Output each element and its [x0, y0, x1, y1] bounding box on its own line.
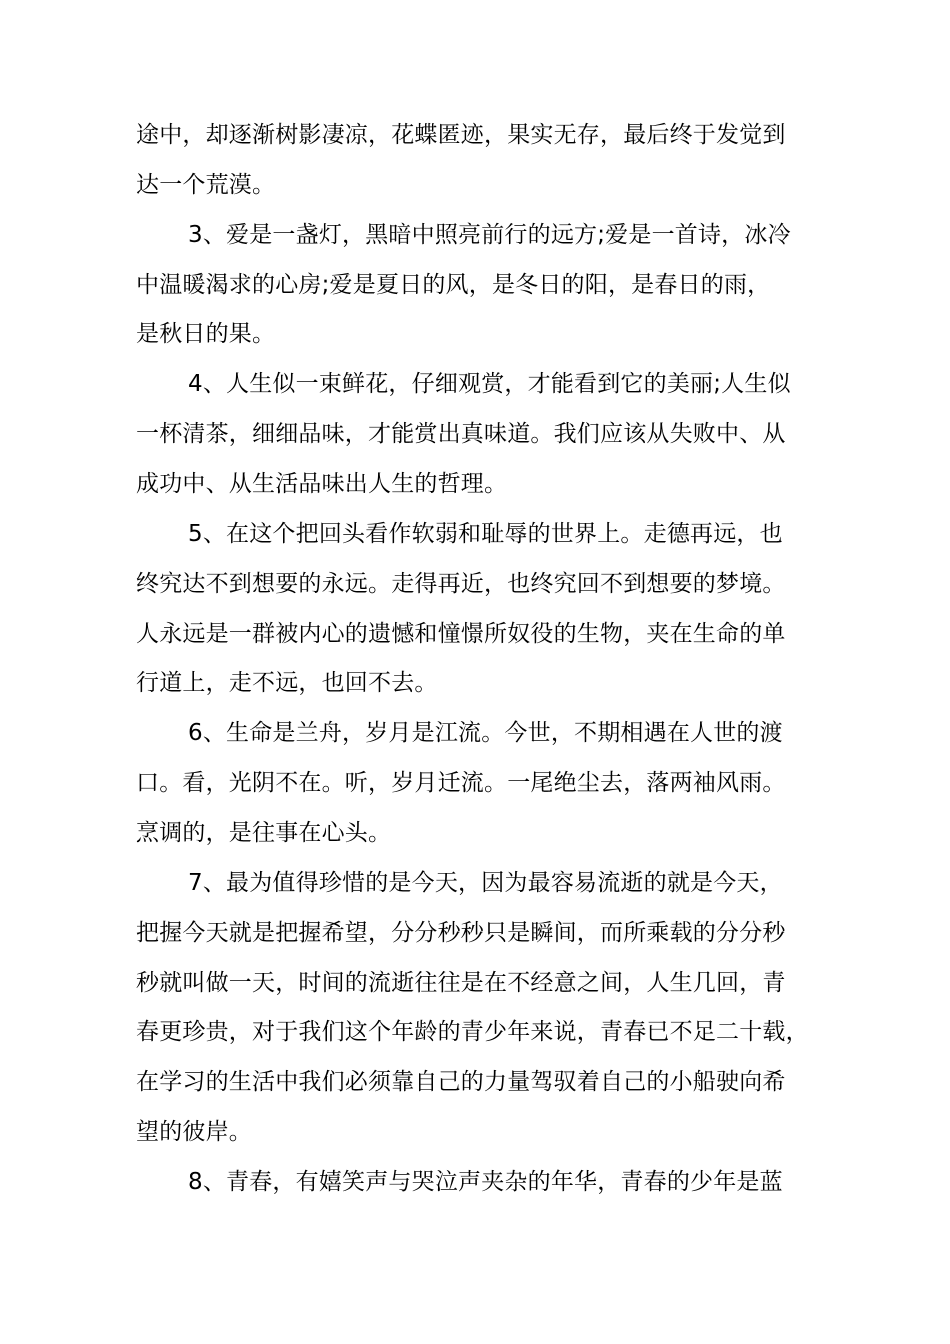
- text-line: 望的彼岸。: [136, 1119, 252, 1145]
- text-line: 成功中、从生活品味出人生的哲理。: [136, 471, 508, 497]
- text-line: 在学习的生活中我们必须靠自己的力量驾驭着自己的小船驶向希: [136, 1069, 786, 1095]
- text-line: 烹调的，是往事在心头。: [136, 820, 392, 846]
- text-line: 口。看，光阴不在。听，岁月迁流。一尾绝尘去，落两袖风雨。: [136, 770, 786, 796]
- text-line: 秒就叫做一天，时间的流逝往往是在不经意之间，人生几回，青: [136, 970, 786, 996]
- text-line: 把握今天就是把握希望，分分秒秒只是瞬间，而所乘载的分分秒: [136, 920, 786, 946]
- paragraph-7-start: 7、最为值得珍惜的是今天，因为最容易流逝的就是今天，: [188, 870, 783, 896]
- text-line: 是秋日的果。: [136, 321, 276, 347]
- text-line: 一杯清茶，细细品味，才能赏出真味道。我们应该从失败中、从: [136, 421, 786, 447]
- text-line: 途中，却逐渐树影凄凉，花蝶匿迹，果实无存，最后终于发觉到: [136, 122, 786, 148]
- text-line: 春更珍贵，对于我们这个年龄的青少年来说，青春已不足二十载，: [136, 1019, 809, 1045]
- paragraph-8-start: 8、青春，有嬉笑声与哭泣声夹杂的年华，青春的少年是蓝: [188, 1169, 783, 1195]
- text-line: 行道上，走不远，也回不去。: [136, 670, 438, 696]
- paragraph-4-start: 4、人生似一束鲜花，仔细观赏，才能看到它的美丽;人生似: [188, 371, 791, 397]
- paragraph-5-start: 5、在这个把回头看作软弱和耻辱的世界上。走德再远，也: [188, 521, 783, 547]
- text-line: 人永远是一群被内心的遗憾和憧憬所奴役的生物，夹在生命的单: [136, 621, 786, 647]
- text-line: 中温暖渴求的心房;爱是夏日的风，是冬日的阳，是春日的雨，: [136, 272, 771, 298]
- text-line: 达一个荒漠。: [136, 172, 276, 198]
- paragraph-6-start: 6、生命是兰舟，岁月是江流。今世，不期相遇在人世的渡: [188, 720, 783, 746]
- paragraph-3-start: 3、爱是一盏灯，黑暗中照亮前行的远方;爱是一首诗，冰冷: [188, 222, 791, 248]
- text-line: 终究达不到想要的永远。走得再近，也终究回不到想要的梦境。: [136, 571, 786, 597]
